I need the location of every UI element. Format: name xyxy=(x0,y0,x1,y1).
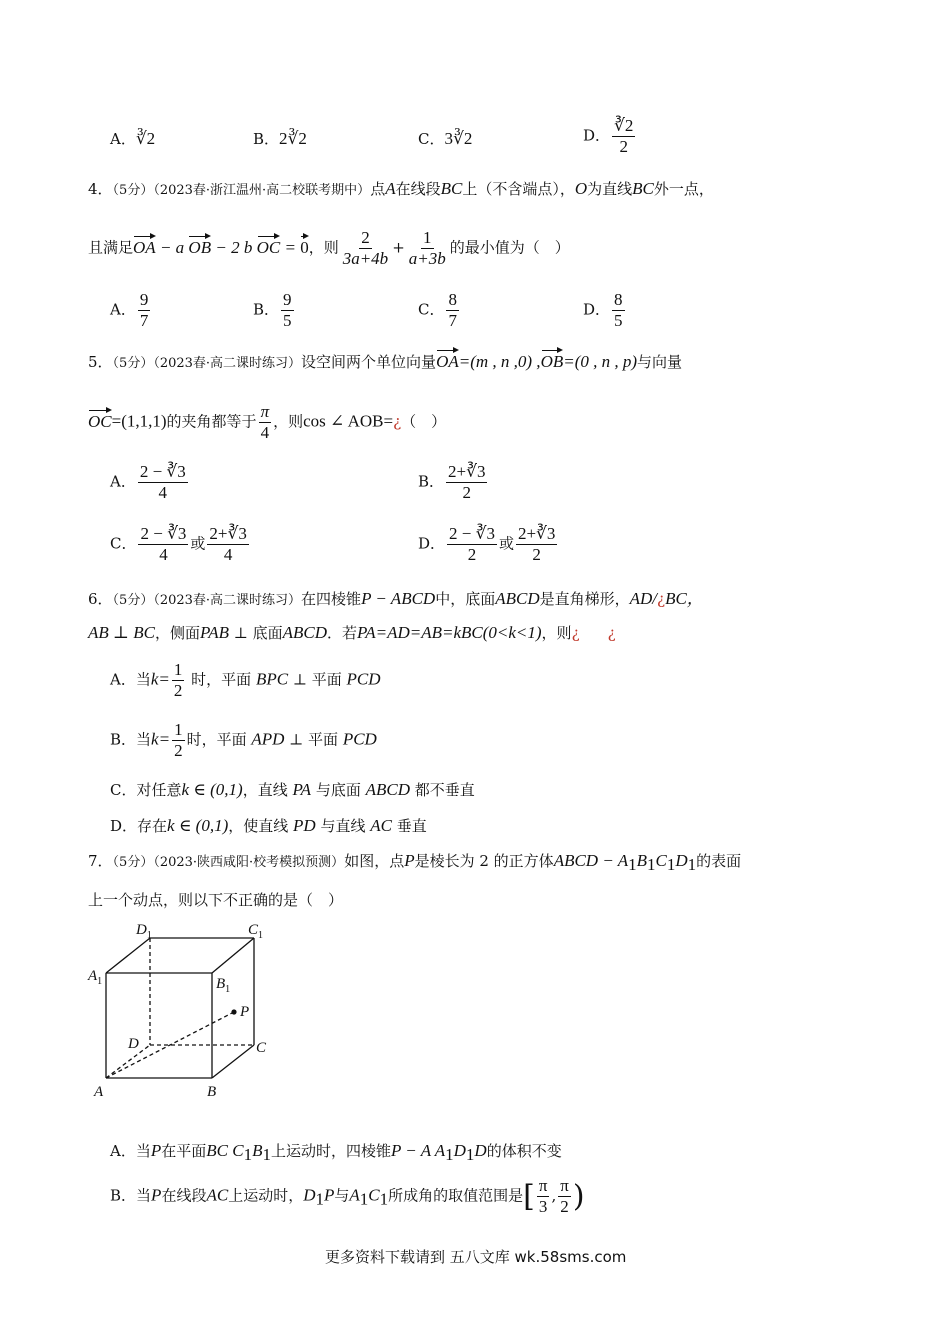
q4-line1: 4．（5分）（2023春·浙江温州·高二校联考期中）点A在线段BC上（不含端点），O为直线BC外一点， xyxy=(88,179,714,198)
cube-figure xyxy=(84,918,284,1103)
label-a: A xyxy=(94,1084,104,1100)
q4-option-d: D． $\frac{8}{5}$ xyxy=(583,290,623,330)
label-c1: $C_1$ xyxy=(248,922,264,941)
label-b: B xyxy=(207,1084,217,1100)
q5-option-b: B． $\frac{2+∛3}{2}$ xyxy=(418,462,486,502)
q7-line2: 上一个动点，则以下不正确的是（ ） xyxy=(88,891,344,909)
q5-option-c: C． $\frac{2 - ∛3}{4}$ 或 $\frac{2+∛3}{4}$ xyxy=(110,524,247,564)
edge-b1c1 xyxy=(212,938,254,973)
footer-text: 更多资料下载请到 五八文库 wk.58sms.com xyxy=(325,1248,627,1266)
q6-option-a: A．当k= $\frac{1}{2}$ 时，平面 BPC ⊥ 平面 PCD xyxy=(110,660,381,700)
q7-option-b: B．当P在线段AC上运动时，$D_1P$与$A_1C_1$所成角的取值范围是[ $\frac{\pi}{3}$ , $\frac{\pi}{2}$ ) xyxy=(110,1176,585,1216)
label-d1: $D_1$ xyxy=(136,922,152,941)
q5-line2: OC=(1,1,1)的夹角都等于 $\frac{\pi}{4}$ ，则cos ∠ AOB=¿（ ） xyxy=(88,402,447,442)
label-p: P xyxy=(240,1004,250,1020)
q3-option-d: D． $\frac{∛2}{2}$ xyxy=(583,116,634,156)
edge-bc xyxy=(212,1045,254,1078)
label-a1: $A_1$ xyxy=(88,968,103,987)
q5-line1: 5．（5分）（2023春·高二课时练习）设空间两个单位向量OA=(m , n ,0) ,OB=(0 , n , p)与向量 xyxy=(88,352,683,371)
q4-option-c: C． $\frac{8}{7}$ xyxy=(418,290,457,330)
q4-line2: 且满足OA − a OB − 2 b OC = 0，则 $\frac{2}{3a+4b}$ + $\frac{1}{a+3b}$ 的最小值为（ ） xyxy=(88,228,570,268)
q6-option-d: D．存在k ∈ (0,1)，使直线 PD 与直线 AC 垂直 xyxy=(110,816,427,835)
q5-option-a: A． $\frac{2 - ∛3}{4}$ xyxy=(110,462,186,502)
label-d: D xyxy=(128,1036,139,1052)
edge-a1d1 xyxy=(106,938,150,973)
q7-option-a: A．当P在平面BC $C_1B_1$上运动时，四棱锥P − A $A_1D_1D$的体积不变 xyxy=(110,1141,562,1164)
q7-line1: 7．（5分）（2023·陕西咸阳·校考模拟预测）如图，点P是棱长为 2 的正方体ABCD − $A_1B_1C_1D_1$的表面 xyxy=(88,851,742,874)
q4-option-a: A． $\frac{9}{7}$ xyxy=(110,290,149,330)
q5-option-d: D． $\frac{2 - ∛3}{2}$ 或 $\frac{2+∛3}{2}$ xyxy=(418,524,556,564)
q4-option-b: B． $\frac{9}{5}$ xyxy=(253,290,292,330)
q6-option-c: C．对任意k ∈ (0,1)，直线 PA 与底面 ABCD 都不垂直 xyxy=(110,780,475,799)
q3-option-b: B．2∛2 xyxy=(253,129,307,148)
q6-line1: 6．（5分）（2023春·高二课时练习）在四棱锥P − ABCD中，底面ABCD是直角梯形，AD/¿BC， xyxy=(88,589,704,608)
q6-option-b: B．当k= $\frac{1}{2}$ 时，平面 APD ⊥ 平面 PCD xyxy=(110,720,377,760)
label-b1: $B_1$ xyxy=(216,976,231,995)
q3-option-a: A．∛2 xyxy=(110,129,156,148)
q6-line2: AB ⊥ BC，侧面PAB ⊥ 底面ABCD．若PA=AD=AB=kBC(0<k<1)，则¿ ¿ xyxy=(88,623,616,642)
label-c: C xyxy=(256,1040,267,1056)
point-p xyxy=(231,1009,236,1014)
q3-option-c: C．3∛2 xyxy=(418,129,473,148)
